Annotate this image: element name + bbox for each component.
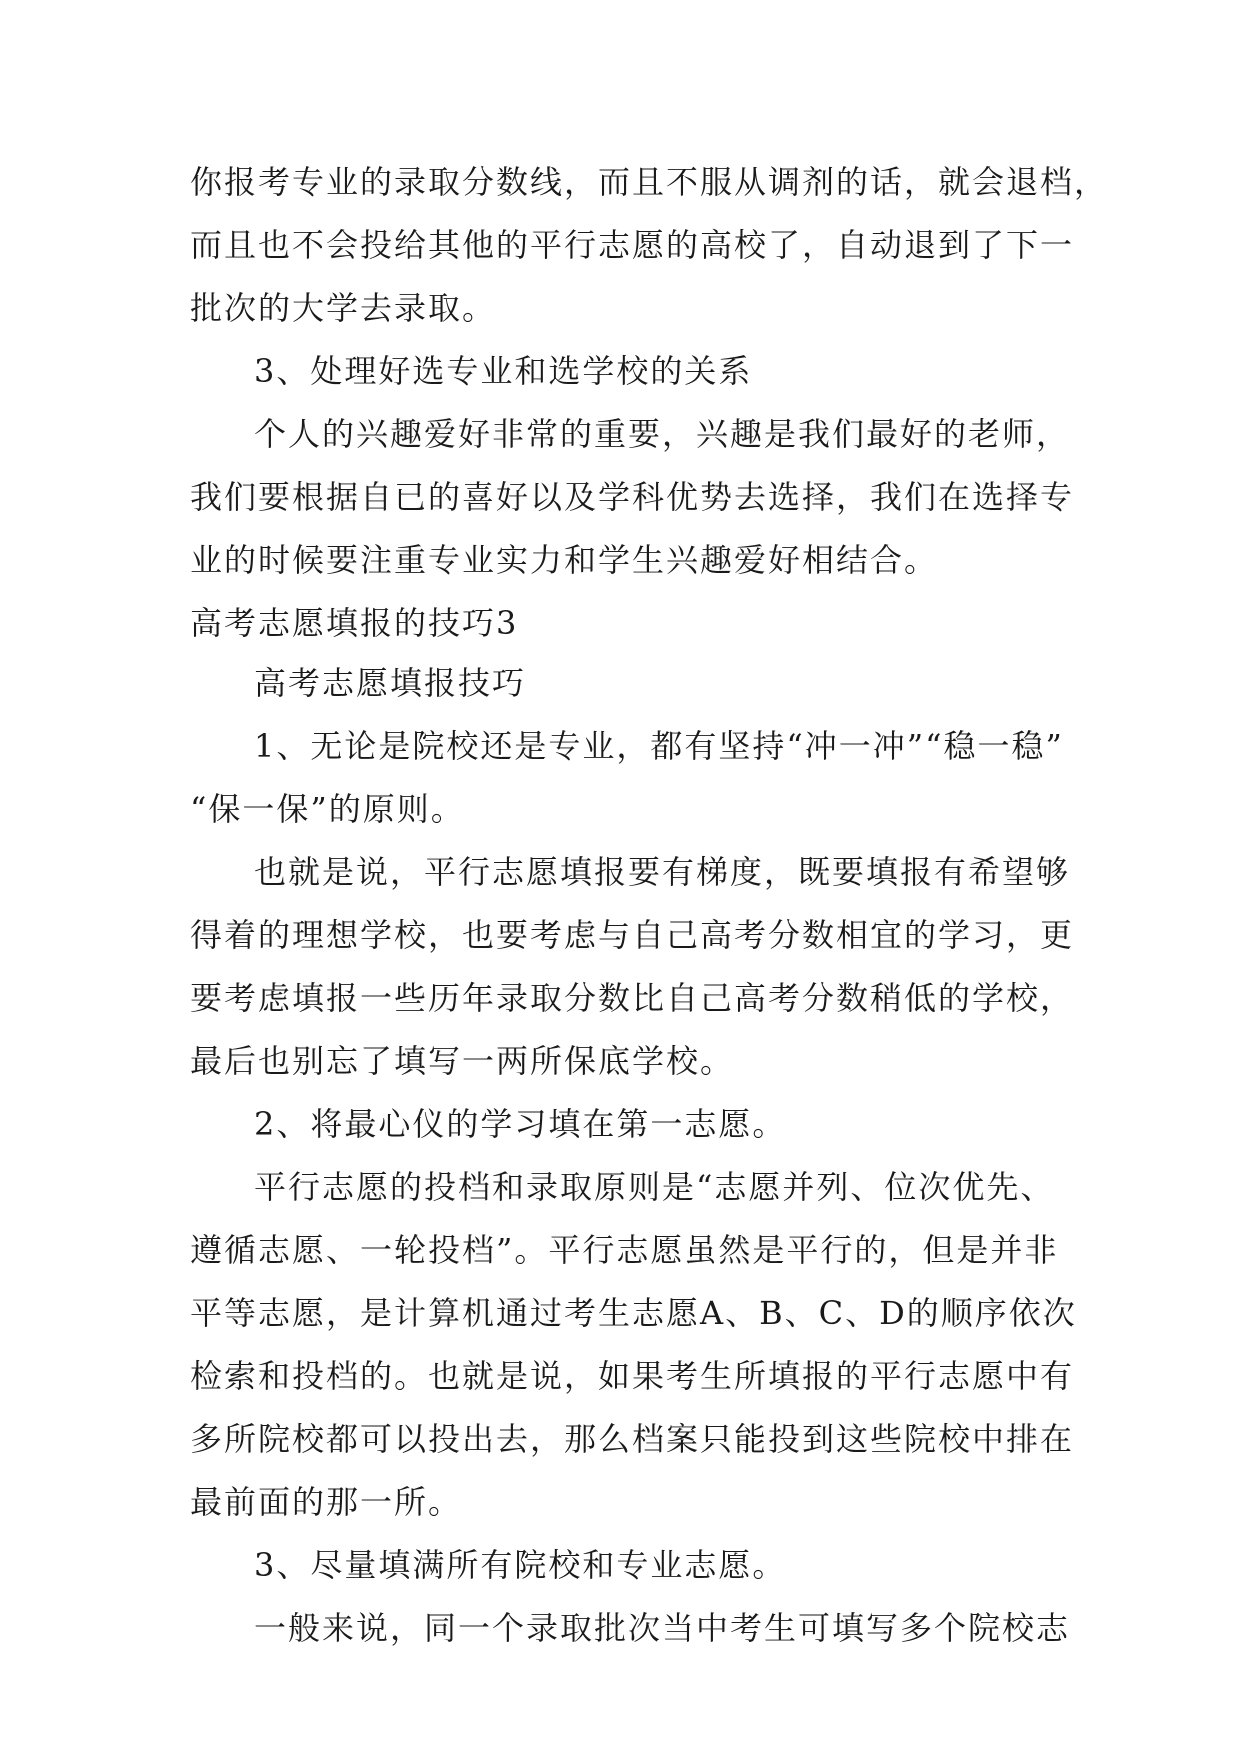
paragraph-line: 我们要根据自已的喜好以及学科优势去选择，我们在选择专 <box>190 478 1075 516</box>
section-heading: 高考志愿填报技巧 <box>254 664 527 702</box>
paragraph-line: 一般来说，同一个录取批次当中考生可填写多个院校志 <box>254 1609 1071 1647</box>
paragraph-line: 检索和投档的。也就是说，如果考生所填报的平行志愿中有 <box>190 1357 1075 1395</box>
paragraph-line: 你报考专业的录取分数线，而且不服从调剂的话，就会退档， <box>190 163 1109 201</box>
paragraph-line: 遵循志愿、一轮投档”。平行志愿虽然是平行的，但是并非 <box>190 1231 1059 1269</box>
paragraph-line: 个人的兴趣爱好非常的重要，兴趣是我们最好的老师， <box>254 415 1071 453</box>
paragraph-line: 批次的大学去录取。 <box>190 289 497 327</box>
paragraph-line: 也就是说，平行志愿填报要有梯度，既要填报有希望够 <box>254 853 1071 891</box>
paragraph-line: 而且也不会投给其他的平行志愿的高校了，自动退到了下一 <box>190 226 1075 264</box>
paragraph-line: 业的时候要注重专业实力和学生兴趣爱好相结合。 <box>190 541 939 579</box>
paragraph-line: “保一保”的原则。 <box>190 790 465 828</box>
document-title: 高考志愿填报的技巧3 <box>190 604 519 642</box>
paragraph-line: 得着的理想学校，也要考虑与自己高考分数相宜的学习，更 <box>190 916 1075 954</box>
section-heading: 2、将最心仪的学习填在第一志愿。 <box>254 1105 787 1143</box>
section-heading: 3、处理好选专业和选学校的关系 <box>254 352 753 390</box>
paragraph-line: 要考虑填报一些历年录取分数比自己高考分数稍低的学校， <box>190 979 1075 1017</box>
paragraph-line: 平行志愿的投档和录取原则是“志愿并列、位次优先、 <box>254 1168 1055 1206</box>
document-body <box>190 160 1109 1669</box>
paragraph-line: 平等志愿，是计算机通过考生志愿A、B、C、D的顺序依次 <box>190 1294 1077 1332</box>
section-heading: 1、无论是院校还是专业，都有坚持“冲一冲”“稳一稳” <box>254 727 1064 765</box>
paragraph-line: 多所院校都可以投出去，那么档案只能投到这些院校中排在 <box>190 1420 1075 1458</box>
paragraph-line: 最前面的那一所。 <box>190 1483 463 1521</box>
section-heading: 3、尽量填满所有院校和专业志愿。 <box>254 1546 787 1584</box>
paragraph-line: 最后也别忘了填写一两所保底学校。 <box>190 1042 735 1080</box>
